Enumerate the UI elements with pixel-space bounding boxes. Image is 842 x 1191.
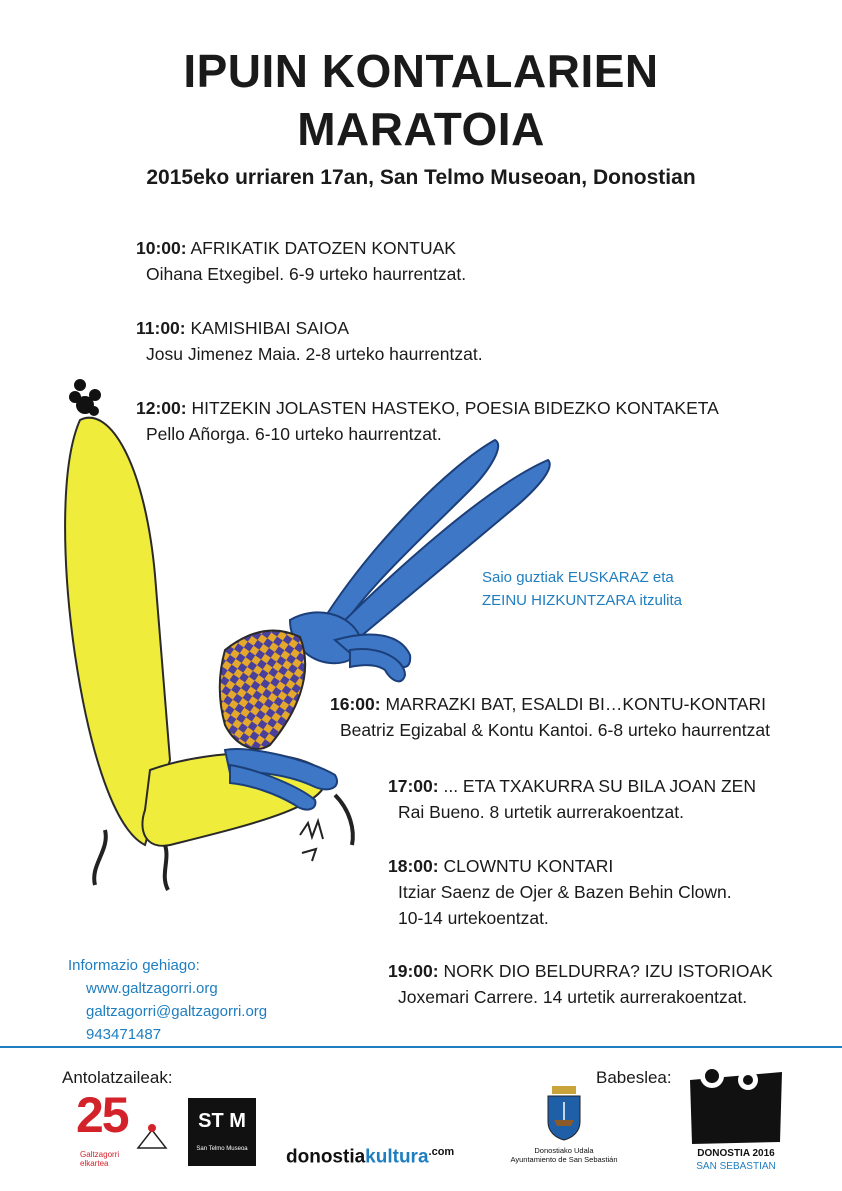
event-time: 17:00: bbox=[388, 776, 439, 796]
subtitle: 2015eko urriaren 17an, San Telmo Museoan, Donostian bbox=[146, 166, 696, 189]
coat-of-arms-icon bbox=[544, 1086, 584, 1142]
galtzagorri-logo bbox=[76, 1087, 172, 1170]
event-item bbox=[136, 395, 719, 447]
event-time: 18:00: bbox=[388, 856, 439, 876]
event-title: NORK DIO BELDURRA? IZU ISTORIOAK bbox=[443, 961, 773, 981]
stm-mark: ST M bbox=[198, 1110, 246, 1132]
contact-info bbox=[68, 954, 267, 1046]
event-title: ... ETA TXAKURRA SU BILA JOAN ZEN bbox=[443, 776, 756, 796]
event-title: MARRAZKI BAT, ESALDI BI…KONTU-KONTARI bbox=[385, 694, 766, 714]
event-item bbox=[388, 853, 732, 931]
phone-number: 943471487 bbox=[86, 1026, 162, 1043]
email-link[interactable]: galtzagorri@galtzagorri.org bbox=[86, 1003, 268, 1020]
event-detail: Pello Añorga. 6-10 urteko haurrentzat. bbox=[146, 424, 442, 444]
event-title: CLOWNTU KONTARI bbox=[443, 856, 614, 876]
event-detail: Itziar Saenz de Ojer & Bazen Behin Clown. bbox=[398, 882, 732, 902]
title-line-2: MARATOIA bbox=[297, 103, 545, 155]
website-link[interactable]: www.galtzagorri.org bbox=[86, 980, 218, 997]
event-item bbox=[136, 235, 466, 287]
event-detail: Beatriz Egizabal & Kontu Kantoi. 6-8 urteko haurrentzat bbox=[340, 720, 770, 740]
organizers-label: Antolatzaileak: bbox=[62, 1068, 173, 1087]
event-item bbox=[136, 315, 483, 367]
stm-logo bbox=[188, 1098, 256, 1166]
event-time: 19:00: bbox=[388, 961, 439, 981]
event-detail-2: 10-14 urtekoentzat. bbox=[398, 908, 549, 928]
event-detail: Oihana Etxegibel. 6-9 urteko haurrentzat. bbox=[146, 264, 467, 284]
sponsor-label: Babeslea: bbox=[596, 1068, 672, 1087]
event-detail: Joxemari Carrere. 14 urtetik aurrerakoentzat. bbox=[398, 987, 748, 1007]
event-time: 10:00: bbox=[136, 238, 187, 258]
book-character-icon bbox=[134, 1122, 170, 1152]
event-title: HITZEKIN JOLASTEN HASTEKO, POESIA BIDEZKO KONTAKETA bbox=[191, 398, 719, 418]
udala-name: Donostiako Udala Ayuntamiento de San Sebastián bbox=[510, 1146, 618, 1164]
event-detail: Rai Bueno. 8 urtetik aurrerakoentzat. bbox=[398, 802, 684, 822]
event-item bbox=[388, 773, 756, 825]
title-line-1: IPUIN KONTALARIEN bbox=[183, 45, 659, 97]
event-item bbox=[330, 691, 770, 743]
footer-divider bbox=[0, 1046, 842, 1048]
flower-ornament bbox=[69, 379, 101, 416]
event-title: KAMISHIBAI SAIOA bbox=[190, 318, 350, 338]
capital-symbol-icon bbox=[688, 1066, 784, 1146]
stm-name: San Telmo Museoa bbox=[196, 1146, 248, 1152]
event-time: 11:00: bbox=[136, 318, 186, 338]
udala-logo bbox=[508, 1086, 620, 1172]
event-time: 12:00: bbox=[136, 398, 187, 418]
event-title: AFRIKATIK DATOZEN KONTUAK bbox=[190, 238, 456, 258]
galtzagorri-name: Galtzagorri elkartea bbox=[80, 1150, 120, 1168]
note-line-1: Saio guztiak EUSKARAZ eta bbox=[482, 569, 674, 586]
donostia2016-logo bbox=[688, 1066, 784, 1176]
note-line-2: ZEINU HIZKUNTZARA itzulita bbox=[482, 592, 683, 609]
donostiakultura-logo: donostiakultura$^{.com}$ bbox=[286, 1146, 455, 1168]
info-heading: Informazio gehiago: bbox=[68, 957, 200, 974]
event-time: 16:00: bbox=[330, 694, 381, 714]
event-detail: Josu Jimenez Maia. 2-8 urteko haurrentzat. bbox=[146, 344, 483, 364]
event-item bbox=[388, 958, 773, 1010]
language-note bbox=[482, 566, 682, 612]
capital-line-1: DONOSTIA 2016 bbox=[697, 1148, 775, 1159]
capital-line-2: SAN SEBASTIAN bbox=[696, 1161, 776, 1172]
galtzagorri-number: 25 bbox=[76, 1087, 128, 1143]
